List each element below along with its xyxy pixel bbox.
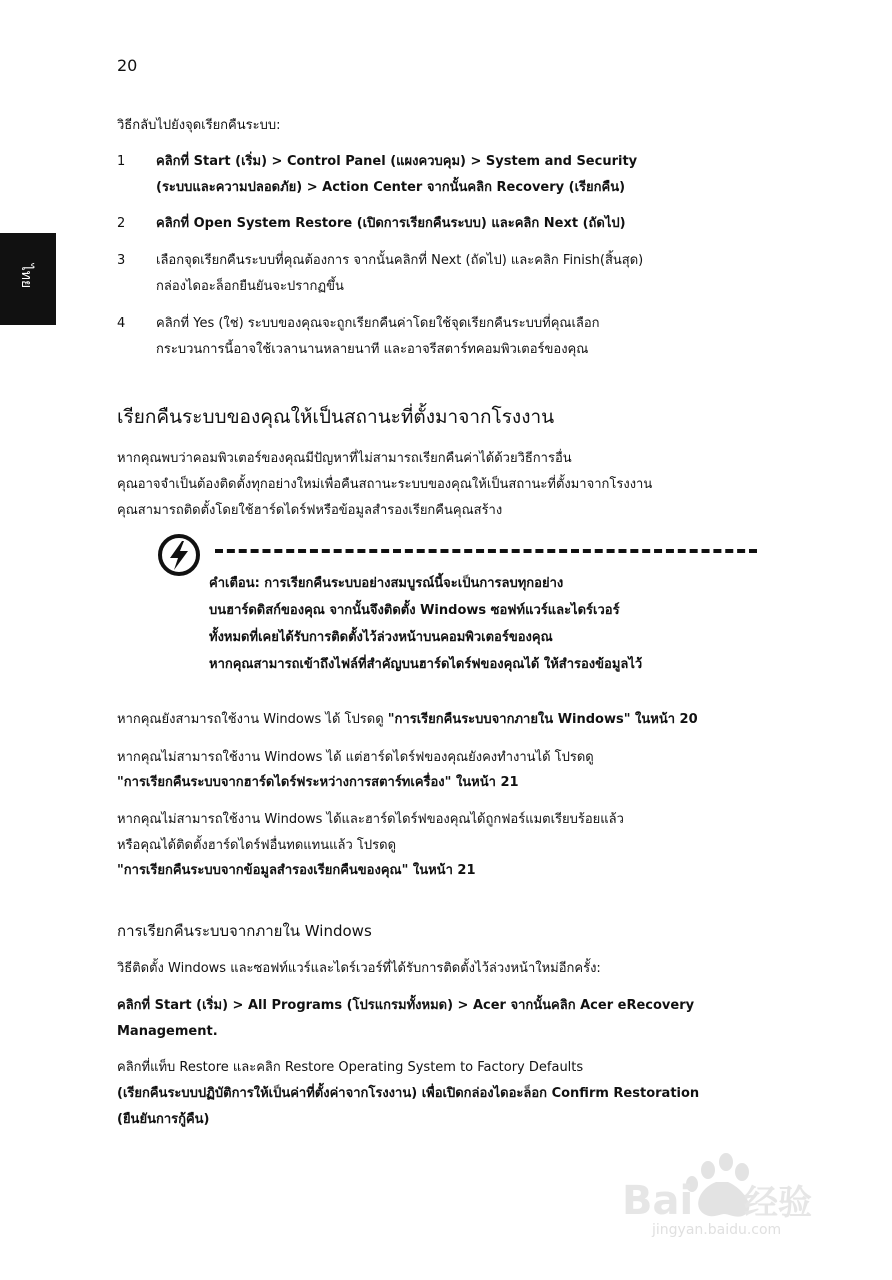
step-number: 1 [117,154,126,169]
language-side-tab [0,233,56,325]
step-number: 2 [117,216,126,231]
step-text: กระบวนการนี้อาจใช้เวลานานหลายนาที และอาจรีสตาร์ทคอมพิวเตอร์ของคุณ [156,342,589,357]
body-text: (ยืนยันการกู้คืน) [117,1112,210,1127]
warning-text: ทั้งหมดที่เคยได้รับการติดตั้งไว้ล่วงหน้าบนคอมพิวเตอร์ของคุณ [209,630,553,645]
body-text: Management. [117,1024,218,1039]
warning-text: คำเตือน: การเรียกคืนระบบอย่างสมบูรณ์นี้จะเป็นการลบทุกอย่าง [209,576,564,591]
step-text: (ระบบและความปลอดภัย) > Action Center จากนั้นคลิก Recovery (เรียกคืน) [156,180,626,195]
body-text: คลิกที่แท็บ Restore และคลิก Restore Operating System to Factory Defaults [117,1060,584,1075]
intro-text: วิธีกลับไปยังจุดเรียกคืนระบบ: [117,118,281,133]
step-text: เลือกจุดเรียกคืนระบบที่คุณต้องการ จากนั้นคลิกที่ Next (ถัดไป) และคลิก Finish(สิ้นสุด) [156,253,644,268]
warning-text: บนฮาร์ดดิสก์ของคุณ จากนั้นจึงติดตั้ง Windows ซอฟท์แวร์และไดร์เวอร์ [209,603,620,618]
reference-text: หรือคุณได้ติดตั้งฮาร์ดไดร์ฟอื่นทดแทนแล้ว โปรดดู [117,838,397,853]
section-heading: เรียกคืนระบบของคุณให้เป็นสถานะที่ตั้งมาจากโรงงาน [117,406,555,428]
step-text: คลิกที่ Start (เริ่ม) > Control Panel (แผงควบคุม) > System and Security [156,154,638,169]
subsection-heading: การเรียกคืนระบบจากภายใน Windows [117,922,372,940]
step-text: คลิกที่ Open System Restore (เปิดการเรียกคืนระบบ) และคลิก Next (ถัดไป) [156,216,626,231]
svg-text:经验: 经验 [744,1183,812,1223]
warning-text: หากคุณสามารถเข้าถึงไฟล์ที่สำคัญบนฮาร์ดไดร์ฟของคุณได้ ให้สำรองข้อมูลไว้ [209,657,643,672]
page-link[interactable]: "การเรียกคืนระบบจากฮาร์ดไดร์ฟระหว่างการสตาร์ทเครื่อง" ในหน้า 21 [117,775,519,790]
body-text: คุณสามารถติดตั้งโดยใช้ฮาร์ดไดร์ฟหรือข้อมูลสำรองเรียกคืนคุณสร้าง [117,503,503,518]
step-text: กล่องไดอะล็อกยืนยันจะปรากฏขึ้น [156,279,344,294]
body-text: (เรียกคืนระบบปฏิบัติการให้เป็นค่าที่ตั้งค่าจากโรงงาน) เพื่อเปิดกล่องไดอะล็อก Confirm Restoration [117,1086,700,1101]
body-text: วิธีติดตั้ง Windows และซอฟท์แวร์และไดร์เวอร์ที่ได้รับการติดตั้งไว้ล่วงหน้าใหม่อีกครั้ง: [117,961,601,976]
watermark-url: jingyan.baidu.com [652,1222,782,1238]
warning-lightning-icon [157,533,201,577]
step-number: 3 [117,253,126,268]
page-number: 20 [117,56,138,75]
body-text: คลิกที่ Start (เริ่ม) > All Programs (โปรแกรมทั้งหมด) > Acer จากนั้นคลิก Acer eRecovery [117,998,695,1013]
step-number: 4 [117,316,126,331]
baidu-jingyan-watermark-logo [612,1148,834,1238]
side-tab-label: ไทย [18,263,35,289]
reference-text: หากคุณยังสามารถใช้งาน Windows ได้ โปรดดู "การเรียกคืนระบบจากภายใน Windows" ในหน้า 20 [117,712,698,727]
reference-text: หากคุณไม่สามารถใช้งาน Windows ได้และฮาร์ดไดร์ฟของคุณได้ถูกฟอร์แมตเรียบร้อยแล้ว [117,812,624,827]
warning-divider [215,549,757,553]
page-link[interactable]: "การเรียกคืนระบบจากข้อมูลสำรองเรียกคืนของคุณ" ในหน้า 21 [117,863,476,878]
page-link[interactable]: "การเรียกคืนระบบจากภายใน Windows" ในหน้า 20 [387,712,698,727]
body-text: คุณอาจจำเป็นต้องติดตั้งทุกอย่างใหม่เพื่อคืนสถานะระบบของคุณให้เป็นสถานะที่ตั้งมาจากโรงงาน [117,477,653,492]
step-text: คลิกที่ Yes (ใช่) ระบบของคุณจะถูกเรียกคืนค่าโดยใช้จุดเรียกคืนระบบที่คุณเลือก [156,316,600,331]
svg-text:Bai: Bai [622,1178,694,1224]
reference-text: หากคุณไม่สามารถใช้งาน Windows ได้ แต่ฮาร์ดไดร์ฟของคุณยังคงทำงานได้ โปรดดู [117,750,594,765]
body-text: หากคุณพบว่าคอมพิวเตอร์ของคุณมีปัญหาที่ไม่สามารถเรียกคืนค่าได้ด้วยวิธีการอื่น [117,451,572,466]
